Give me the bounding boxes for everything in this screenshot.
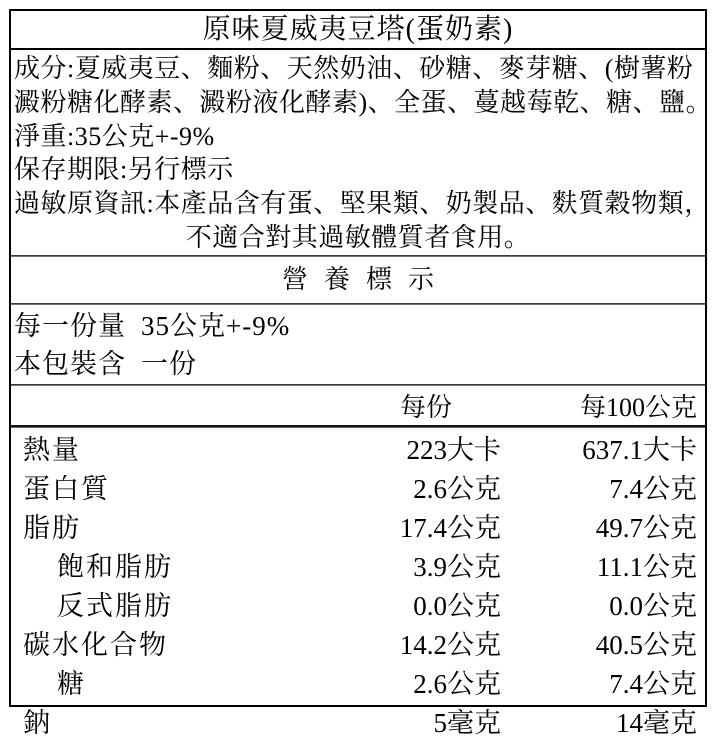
ingredients-line-2: 澱粉糖化酵素、澱粉液化酵素)、全蛋、蔓越莓乾、糖、鹽。 (14, 87, 713, 117)
table-row-sodium (15, 701, 697, 740)
table-row-saturated-fat (15, 545, 697, 584)
per-serving-value: 0.0公克 (413, 591, 501, 621)
per-100g-value: 11.1公克 (596, 552, 697, 582)
allergen-line-2: 不適合對其過敏體質者食用。 (185, 222, 531, 252)
table-row-protein (15, 467, 697, 506)
serving-size-row (14, 307, 702, 345)
per-serving-value: 17.4公克 (399, 513, 501, 543)
nutrition-table (11, 428, 705, 742)
per-100g-value: 7.4公克 (609, 669, 697, 699)
per-100g-value: 637.1大卡 (582, 435, 697, 465)
per-serving-value: 14.2公克 (399, 630, 501, 660)
nutrient-label: 鈉 (23, 708, 52, 738)
column-header-per-serving: 每份 (399, 393, 452, 422)
servings-per-package-row (14, 345, 702, 383)
per-100g-value: 40.5公克 (595, 630, 697, 660)
nutrient-label: 熱量 (23, 435, 81, 465)
per-serving-value: 2.6公克 (413, 669, 501, 699)
per-100g-value: 49.7公克 (595, 513, 697, 543)
serving-info-section (11, 305, 705, 384)
per-serving-value: 2.6公克 (413, 474, 501, 504)
table-row-sugar (15, 662, 697, 701)
servings-per-package-value: 一份 (141, 349, 197, 379)
shelf-life-line: 保存期限:另行標示 (14, 155, 234, 185)
product-info-section (11, 50, 713, 255)
table-row-calories (15, 428, 697, 467)
table-row-trans-fat (15, 584, 697, 623)
ingredients-line-1: 成分:夏威夷豆、麵粉、天然奶油、砂糖、麥芽糖、(樹薯粉 (14, 54, 694, 83)
nutrient-label: 反式脂肪 (57, 591, 173, 621)
product-title: 原味夏威夷豆塔(蛋奶素) (202, 14, 514, 45)
allergen-line-1: 過敏原資訊:本產品含有蛋、堅果類、奶製品、麩質穀物類， (14, 189, 711, 219)
per-100g-value: 7.4公克 (609, 474, 697, 504)
table-row-fat (15, 506, 697, 545)
table-row-carbohydrate (15, 623, 697, 662)
servings-per-package-label: 本包裝含 (14, 349, 126, 379)
nutrient-label: 飽和脂肪 (57, 552, 173, 582)
nutrient-label: 碳水化合物 (23, 630, 168, 660)
per-100g-value: 14毫克 (616, 708, 697, 738)
per-100g-value: 0.0公克 (609, 591, 697, 621)
column-header-row (11, 386, 705, 425)
per-serving-value: 5毫克 (433, 708, 501, 738)
per-serving-value: 3.9公克 (413, 552, 501, 582)
nutrient-label: 糖 (57, 669, 86, 699)
net-weight-line: 淨重:35公克+-9% (14, 121, 215, 151)
column-header-per-100g: 每100公克 (579, 393, 697, 422)
per-serving-value: 223大卡 (406, 435, 501, 465)
nutrient-label: 脂肪 (23, 513, 81, 543)
serving-size-label: 每一份量 (14, 311, 126, 341)
serving-size-value: 35公克+-9% (141, 311, 291, 341)
nutrient-label: 蛋白質 (23, 474, 110, 504)
nutrition-facts-title: 營養標示 (281, 265, 450, 294)
nutrition-label (9, 9, 713, 738)
